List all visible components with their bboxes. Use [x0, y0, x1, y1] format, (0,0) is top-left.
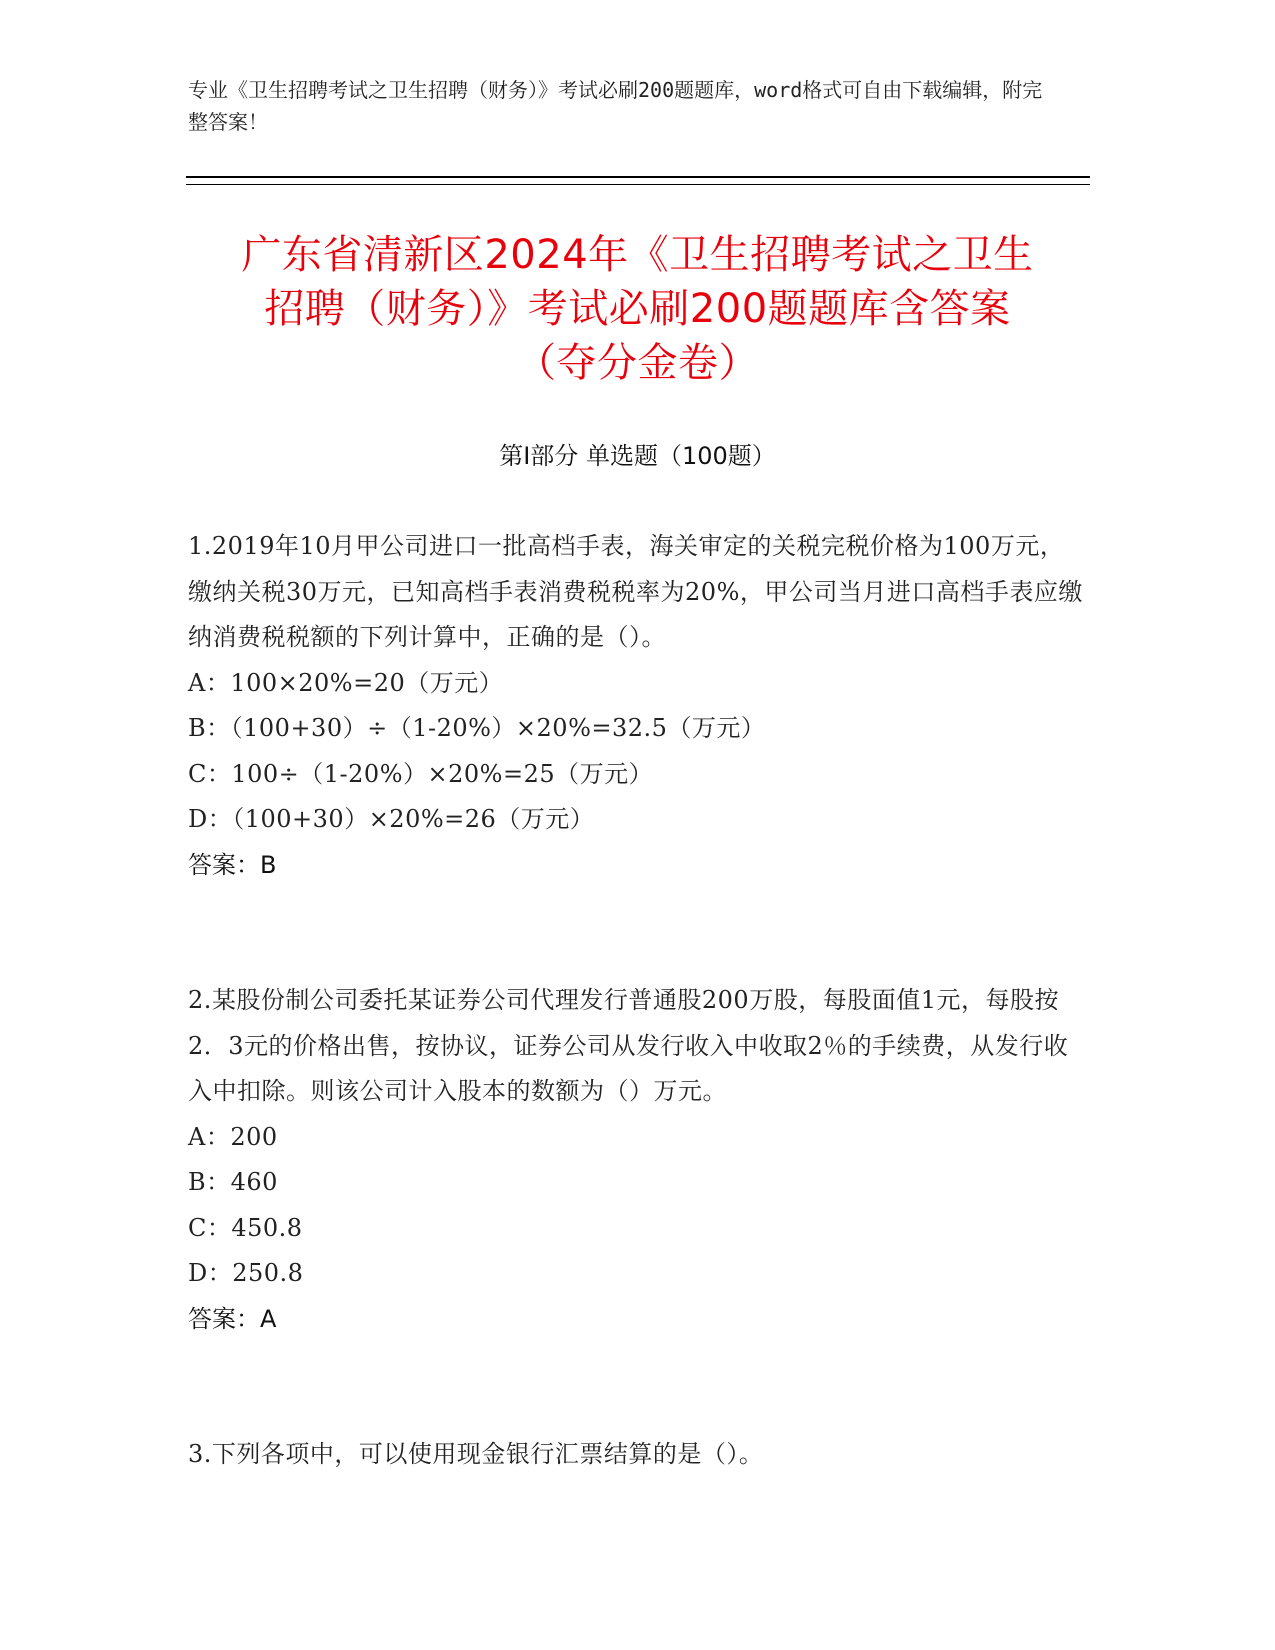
- answer: 答案：B: [188, 850, 277, 879]
- header-divider-thick: [186, 176, 1090, 178]
- option-a: A：200: [188, 1122, 278, 1151]
- document-title: [150, 228, 1125, 390]
- header-note: 专业《卫生招聘考试之卫生招聘（财务）》考试必刷200题题库，word格式可自由下载编辑，附完整答案！: [188, 78, 1043, 134]
- title-line-1: 广东省清新区2024年《卫生招聘考试之卫生: [241, 232, 1034, 278]
- answer: 答案：A: [188, 1304, 277, 1333]
- option-d: D：250.8: [188, 1259, 304, 1287]
- header-divider-thin: [186, 184, 1090, 185]
- option-c: C：450.8: [188, 1213, 303, 1242]
- question-stem: 3.下列各项中，可以使用现金银行汇票结算的是（）。: [188, 1440, 764, 1468]
- question-3: [188, 1432, 1088, 1478]
- option-a: A：100×20%=20（万元）: [188, 668, 504, 697]
- title-line-2: 招聘（财务）》考试必刷200题题库含答案: [264, 286, 1011, 332]
- option-d: D：（100+30）×20%=26（万元）: [188, 805, 595, 833]
- section-title: 第Ⅰ部分 单选题（100题）: [499, 442, 776, 470]
- option-b: B：（100+30）÷（1-20%）×20%=32.5（万元）: [188, 714, 766, 742]
- option-c: C：100÷（1-20%）×20%=25（万元）: [188, 759, 654, 788]
- question-2: [188, 978, 1088, 1342]
- question-1: [188, 524, 1088, 888]
- question-stem: 2.某股份制公司委托某证券公司代理发行普通股200万股，每股面值1元，每股按2．3元的价格出售，按协议，证券公司从发行收入中收取2％的手续费，从发行收入中扣除。则该公司计入股本的数额为（）万元。: [188, 986, 1069, 1105]
- title-line-3: （夺分金卷）: [516, 340, 759, 386]
- option-b: B：460: [188, 1168, 278, 1196]
- question-stem: 1.2019年10月甲公司进口一批高档手表，海关审定的关税完税价格为100万元，缴纳关税30万元，已知高档手表消费税税率为20%，甲公司当月进口高档手表应缴纳消费税税额的下列计算中，正确的是（）。: [188, 532, 1083, 651]
